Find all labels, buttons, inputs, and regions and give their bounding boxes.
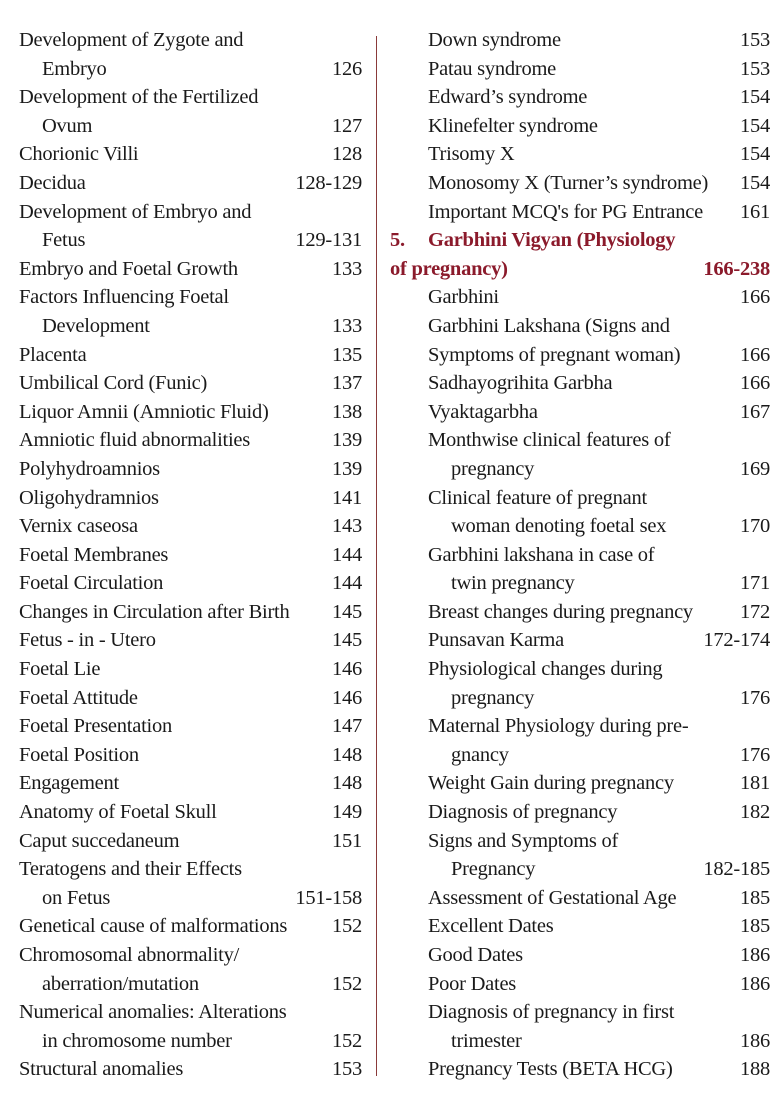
toc-page-number: 176 <box>740 686 770 709</box>
toc-entry <box>390 312 770 369</box>
toc-entry-row <box>428 55 770 84</box>
toc-entry <box>390 827 770 884</box>
toc-entry-row <box>19 827 362 856</box>
toc-entry-title: Garbhini Lakshana (Signs and <box>428 314 670 337</box>
toc-page-number: 185 <box>740 915 770 938</box>
toc-entry-title: Weight Gain during pregnancy <box>428 772 674 795</box>
toc-entry-row <box>19 569 362 598</box>
toc-entry-title: Amniotic fluid abnormalities <box>19 429 250 452</box>
toc-entry <box>19 655 362 684</box>
toc-page-number: 144 <box>332 543 362 566</box>
toc-entry <box>19 283 362 340</box>
toc-page-number: 166 <box>740 372 770 395</box>
toc-page-number: 148 <box>332 772 362 795</box>
toc-entry-title: Punsavan Karma <box>428 629 564 652</box>
toc-page-number: 182-185 <box>703 858 770 881</box>
toc-entry-title: Anatomy of Foetal Skull <box>19 801 217 824</box>
toc-entry-title: Garbhini Vigyan (Physiology <box>428 229 676 252</box>
toc-entry-title: pregnancy <box>451 457 535 480</box>
toc-page-number: 154 <box>740 171 770 194</box>
toc-entry-row <box>390 255 770 284</box>
toc-entry-line <box>19 998 362 1027</box>
toc-entry-title: Sadhayogrihita Garbha <box>428 372 613 395</box>
toc-entry-row <box>428 1027 770 1056</box>
toc-page-number: 144 <box>332 572 362 595</box>
toc-entry <box>390 941 770 970</box>
toc-entry <box>19 541 362 570</box>
toc-entry-title: Monthwise clinical features of <box>428 429 671 452</box>
toc-entry-title: Development <box>42 314 150 337</box>
toc-entry-title: Pregnancy <box>451 858 536 881</box>
toc-entry-title: in chromosome number <box>42 1029 232 1052</box>
toc-entry-row <box>428 912 770 941</box>
toc-entry-row <box>428 941 770 970</box>
toc-entry <box>390 426 770 483</box>
toc-entry-row <box>19 426 362 455</box>
toc-entry-line <box>428 827 770 856</box>
toc-page-number: 141 <box>332 486 362 509</box>
toc-entry-title: Edward’s syndrome <box>428 86 588 109</box>
toc-page-number: 169 <box>740 457 770 480</box>
toc-entry-row <box>19 884 362 913</box>
toc-entry-row <box>428 83 770 112</box>
toc-entry <box>390 1055 770 1084</box>
toc-page-number: 176 <box>740 743 770 766</box>
toc-entry-title: Assessment of Gestational Age <box>428 886 677 909</box>
toc-page-number: 161 <box>740 200 770 223</box>
toc-entry-title: of pregnancy) <box>390 257 508 280</box>
toc-entry <box>19 398 362 427</box>
toc-entry-row <box>428 283 770 312</box>
toc-entry-line <box>19 198 362 227</box>
toc-entry-row <box>19 712 362 741</box>
toc-entry-title: Vernix caseosa <box>19 515 138 538</box>
toc-entry <box>19 912 362 941</box>
toc-entry-title: Poor Dates <box>428 972 517 995</box>
toc-entry-row <box>428 1055 770 1084</box>
toc-entry <box>19 626 362 655</box>
toc-entry <box>19 769 362 798</box>
toc-page-number: 129-131 <box>295 229 362 252</box>
toc-entry-row <box>19 912 362 941</box>
toc-entry-row <box>428 769 770 798</box>
toc-entry <box>19 998 362 1055</box>
toc-page-number: 145 <box>332 600 362 623</box>
toc-entry-row <box>19 341 362 370</box>
toc-entry-line <box>428 998 770 1027</box>
toc-entry-title: Liquor Amnii (Amniotic Fluid) <box>19 400 269 423</box>
toc-entry-row <box>428 598 770 627</box>
toc-entry-title: on Fetus <box>42 886 111 909</box>
toc-page-number: 186 <box>740 1029 770 1052</box>
toc-entry-title: Garbhini <box>428 286 499 309</box>
toc-entry <box>19 741 362 770</box>
toc-entry-title: Development of the Fertilized <box>19 86 259 109</box>
toc-entry-row <box>19 140 362 169</box>
toc-page-number: 146 <box>332 658 362 681</box>
toc-entry-title: Diagnosis of pregnancy <box>428 801 618 824</box>
toc-page-number: 166 <box>740 343 770 366</box>
toc-entry <box>390 884 770 913</box>
toc-entry-row <box>19 1055 362 1084</box>
toc-entry-row <box>428 741 770 770</box>
toc-entry-title: Trisomy X <box>428 143 515 166</box>
toc-entry-title: Development of Zygote and <box>19 29 244 51</box>
toc-entry-line <box>19 83 362 112</box>
toc-page-number: 139 <box>332 457 362 480</box>
toc-entry-row <box>19 312 362 341</box>
toc-entry-row <box>428 455 770 484</box>
toc-entry <box>390 484 770 541</box>
column-divider <box>376 36 377 1076</box>
toc-entry <box>19 827 362 856</box>
toc-entry <box>19 455 362 484</box>
toc-entry-title: trimester <box>451 1029 522 1052</box>
toc-page-number: 135 <box>332 343 362 366</box>
toc-page-number: 152 <box>332 1029 362 1052</box>
toc-entry-line <box>390 226 770 255</box>
toc-entry-line <box>19 283 362 312</box>
toc-entry <box>19 198 362 255</box>
toc-entry-title: Placenta <box>19 343 87 366</box>
toc-entry-title: woman denoting foetal sex <box>451 515 667 538</box>
toc-page-number: 153 <box>332 1058 362 1081</box>
toc-entry-row <box>19 112 362 141</box>
toc-entry-title: Physiological changes during <box>428 658 663 681</box>
toc-entry-title: Monosomy X (Turner’s syndrome) <box>428 171 709 194</box>
toc-entry-title: Teratogens and their Effects <box>19 858 242 881</box>
toc-entry-title: aberration/mutation <box>42 972 199 995</box>
toc-entry-title: Genetical cause of malformations <box>19 915 288 938</box>
toc-page-number: 186 <box>740 944 770 966</box>
toc-page-number: 166 <box>740 286 770 309</box>
toc-page-number: 185 <box>740 886 770 909</box>
toc-entry-row <box>428 569 770 598</box>
toc-entry-line <box>428 712 770 741</box>
toc-entry-title: Decidua <box>19 171 86 194</box>
toc-entry <box>19 855 362 912</box>
section-number: 5. <box>390 229 405 252</box>
toc-entry-title: gnancy <box>451 743 509 766</box>
toc-entry <box>19 255 362 284</box>
toc-entry <box>390 169 770 198</box>
toc-entry <box>19 684 362 713</box>
toc-entry-row <box>428 169 770 198</box>
toc-entry-row <box>19 741 362 770</box>
toc-entry-line <box>19 941 362 970</box>
toc-entry <box>390 970 770 999</box>
toc-entry <box>390 55 770 84</box>
toc-entry-row <box>19 484 362 513</box>
toc-entry-title: pregnancy <box>451 686 535 709</box>
toc-page-number: 126 <box>332 57 362 80</box>
toc-entry-row <box>428 684 770 713</box>
toc-entry <box>19 26 362 83</box>
toc-entry <box>19 369 362 398</box>
toc-entry <box>390 626 770 655</box>
toc-page-number: 127 <box>332 114 362 137</box>
toc-entry <box>19 569 362 598</box>
toc-entry-row <box>19 369 362 398</box>
toc-entry-line <box>19 26 362 55</box>
toc-entry <box>19 83 362 140</box>
toc-entry-title: Down syndrome <box>428 29 561 51</box>
toc-page-number: 151-158 <box>295 886 362 909</box>
toc-entry <box>390 769 770 798</box>
toc-entry-title: Important MCQ's for PG Entrance <box>428 200 703 223</box>
toc-entry <box>19 169 362 198</box>
toc-entry-row <box>428 140 770 169</box>
toc-entry-row <box>428 369 770 398</box>
toc-entry-row <box>428 970 770 999</box>
toc-entry-title: Foetal Lie <box>19 658 101 681</box>
toc-entry-row <box>19 226 362 255</box>
toc-entry <box>19 512 362 541</box>
toc-entry-row <box>428 512 770 541</box>
toc-entry-title: Clinical feature of pregnant <box>428 486 647 509</box>
toc-entry-title: Pregnancy Tests (BETA HCG) <box>428 1058 673 1081</box>
toc-entry-title: Embryo and Foetal Growth <box>19 257 238 280</box>
toc-entry-title: Fetus - in - Utero <box>19 629 156 652</box>
toc-entry-row <box>19 512 362 541</box>
toc-page-number: 138 <box>332 400 362 423</box>
toc-page-number: 128-129 <box>295 171 362 194</box>
toc-entry-line <box>428 426 770 455</box>
toc-entry-title: Factors Influencing Foetal <box>19 286 229 309</box>
toc-entry-title: Caput succedaneum <box>19 829 180 852</box>
toc-entry-title: Diagnosis of pregnancy in first <box>428 1001 675 1024</box>
toc-entry-row <box>19 655 362 684</box>
toc-entry <box>390 369 770 398</box>
toc-page-number: 166-238 <box>703 257 770 280</box>
toc-entry-line <box>428 484 770 513</box>
toc-entry <box>390 998 770 1055</box>
toc-entry-row <box>19 626 362 655</box>
toc-page-number: 152 <box>332 915 362 938</box>
toc-entry-row <box>428 855 770 884</box>
toc-entry-title: Umbilical Cord (Funic) <box>19 372 208 395</box>
toc-page-number: 167 <box>740 400 770 423</box>
toc-entry-title: Excellent Dates <box>428 915 554 938</box>
toc-page-number: 139 <box>332 429 362 452</box>
toc-entry-row <box>428 798 770 827</box>
toc-entry <box>19 1055 362 1084</box>
toc-entry <box>390 798 770 827</box>
toc-entry-title: Development of Embryo and <box>19 200 252 223</box>
toc-entry <box>19 341 362 370</box>
toc-entry-row <box>428 112 770 141</box>
toc-entry <box>19 426 362 455</box>
toc-entry <box>19 140 362 169</box>
toc-page-number: 133 <box>332 314 362 337</box>
toc-entry-line <box>428 655 770 684</box>
toc-entry-title: twin pregnancy <box>451 572 575 595</box>
toc-entry-row <box>428 626 770 655</box>
toc-entry-row <box>428 26 770 55</box>
toc-entry-title: Patau syndrome <box>428 57 557 80</box>
toc-entry-row <box>19 55 362 84</box>
toc-page-number: 153 <box>740 29 770 51</box>
toc-entry-row <box>19 169 362 198</box>
toc-page-number: 147 <box>332 715 362 738</box>
toc-entry-row <box>428 884 770 913</box>
toc-entry-title: Good Dates <box>428 944 523 966</box>
toc-entry-row <box>428 398 770 427</box>
toc-entry <box>390 140 770 169</box>
toc-entry <box>390 112 770 141</box>
toc-entry-title: Foetal Attitude <box>19 686 138 709</box>
toc-entry-title: Chorionic Villi <box>19 143 139 166</box>
toc-page-number: 152 <box>332 972 362 995</box>
toc-entry <box>19 712 362 741</box>
toc-page-number: 182 <box>740 801 770 824</box>
toc-entry-title: Structural anomalies <box>19 1058 184 1081</box>
toc-entry-title: Engagement <box>19 772 119 795</box>
toc-entry <box>390 712 770 769</box>
toc-entry-row <box>19 541 362 570</box>
toc-page-number: 172 <box>740 600 770 623</box>
toc-entry-title: Garbhini lakshana in case of <box>428 543 655 566</box>
toc-page-number: 154 <box>740 114 770 137</box>
toc-entry <box>390 655 770 712</box>
toc-entry <box>390 83 770 112</box>
toc-right-column <box>390 26 770 1084</box>
toc-page-number: 188 <box>740 1058 770 1081</box>
toc-page-number: 133 <box>332 257 362 280</box>
toc-entry-row <box>19 970 362 999</box>
toc-entry-row <box>19 769 362 798</box>
toc-left-column <box>19 26 362 1084</box>
toc-entry-title: Ovum <box>42 114 93 137</box>
toc-entry-row <box>19 255 362 284</box>
toc-page-number: 154 <box>740 143 770 166</box>
toc-entry-title: Vyaktagarbha <box>428 400 538 423</box>
toc-entry-title: Foetal Circulation <box>19 572 164 595</box>
toc-entry <box>390 912 770 941</box>
toc-page-number: 151 <box>332 829 362 852</box>
toc-entry-line <box>428 312 770 341</box>
toc-page-number: 153 <box>740 57 770 80</box>
toc-page-number: 186 <box>740 972 770 995</box>
toc-entry <box>19 941 362 998</box>
toc-entry-row <box>19 798 362 827</box>
toc-entry <box>390 398 770 427</box>
toc-entry <box>390 598 770 627</box>
toc-entry-title: Klinefelter syndrome <box>428 114 598 137</box>
toc-entry-title: Chromosomal abnormality/ <box>19 944 240 966</box>
toc-page-number: 128 <box>332 143 362 166</box>
toc-entry-title: Foetal Presentation <box>19 715 172 738</box>
toc-entry <box>390 26 770 55</box>
toc-page-number: 146 <box>332 686 362 709</box>
toc-entry-title: Signs and Symptoms of <box>428 829 619 852</box>
toc-page-number: 181 <box>740 772 770 795</box>
toc-entry-line <box>428 541 770 570</box>
toc-entry-title: Embryo <box>42 57 107 80</box>
toc-entry-title: Oligohydramnios <box>19 486 159 509</box>
toc-entry-title: Numerical anomalies: Alterations <box>19 1001 287 1024</box>
toc-page-number: 149 <box>332 801 362 824</box>
toc-entry-title: Changes in Circulation after Birth <box>19 600 290 623</box>
toc-page-number: 143 <box>332 515 362 538</box>
toc-entry-row <box>19 1027 362 1056</box>
toc-entry-title: Symptoms of pregnant woman) <box>428 343 681 366</box>
toc-entry-row <box>19 598 362 627</box>
toc-entry <box>390 541 770 598</box>
toc-page-number: 172-174 <box>703 629 770 652</box>
toc-entry <box>19 598 362 627</box>
toc-entry-row <box>428 341 770 370</box>
toc-entry-title: Breast changes during pregnancy <box>428 600 693 623</box>
toc-entry-title: Foetal Membranes <box>19 543 169 566</box>
toc-entry <box>19 484 362 513</box>
toc-entry-line <box>19 855 362 884</box>
toc-page-number: 170 <box>740 515 770 538</box>
toc-entry-row <box>19 684 362 713</box>
toc-entry-title: Fetus <box>42 229 86 252</box>
toc-entry <box>390 198 770 227</box>
toc-entry <box>390 283 770 312</box>
toc-entry <box>19 798 362 827</box>
toc-entry-title: Foetal Position <box>19 743 139 766</box>
toc-section-heading <box>390 226 770 283</box>
toc-entry-title: Polyhydroamnios <box>19 457 160 480</box>
toc-page-number: 145 <box>332 629 362 652</box>
toc-page-number: 154 <box>740 86 770 109</box>
toc-entry-row <box>19 398 362 427</box>
toc-page-number: 137 <box>332 372 362 395</box>
toc-entry-row <box>19 455 362 484</box>
toc-page-number: 171 <box>740 572 770 595</box>
toc-page-number: 148 <box>332 743 362 766</box>
toc-entry-title: Maternal Physiology during pre- <box>428 715 689 738</box>
toc-entry-row <box>428 198 770 227</box>
